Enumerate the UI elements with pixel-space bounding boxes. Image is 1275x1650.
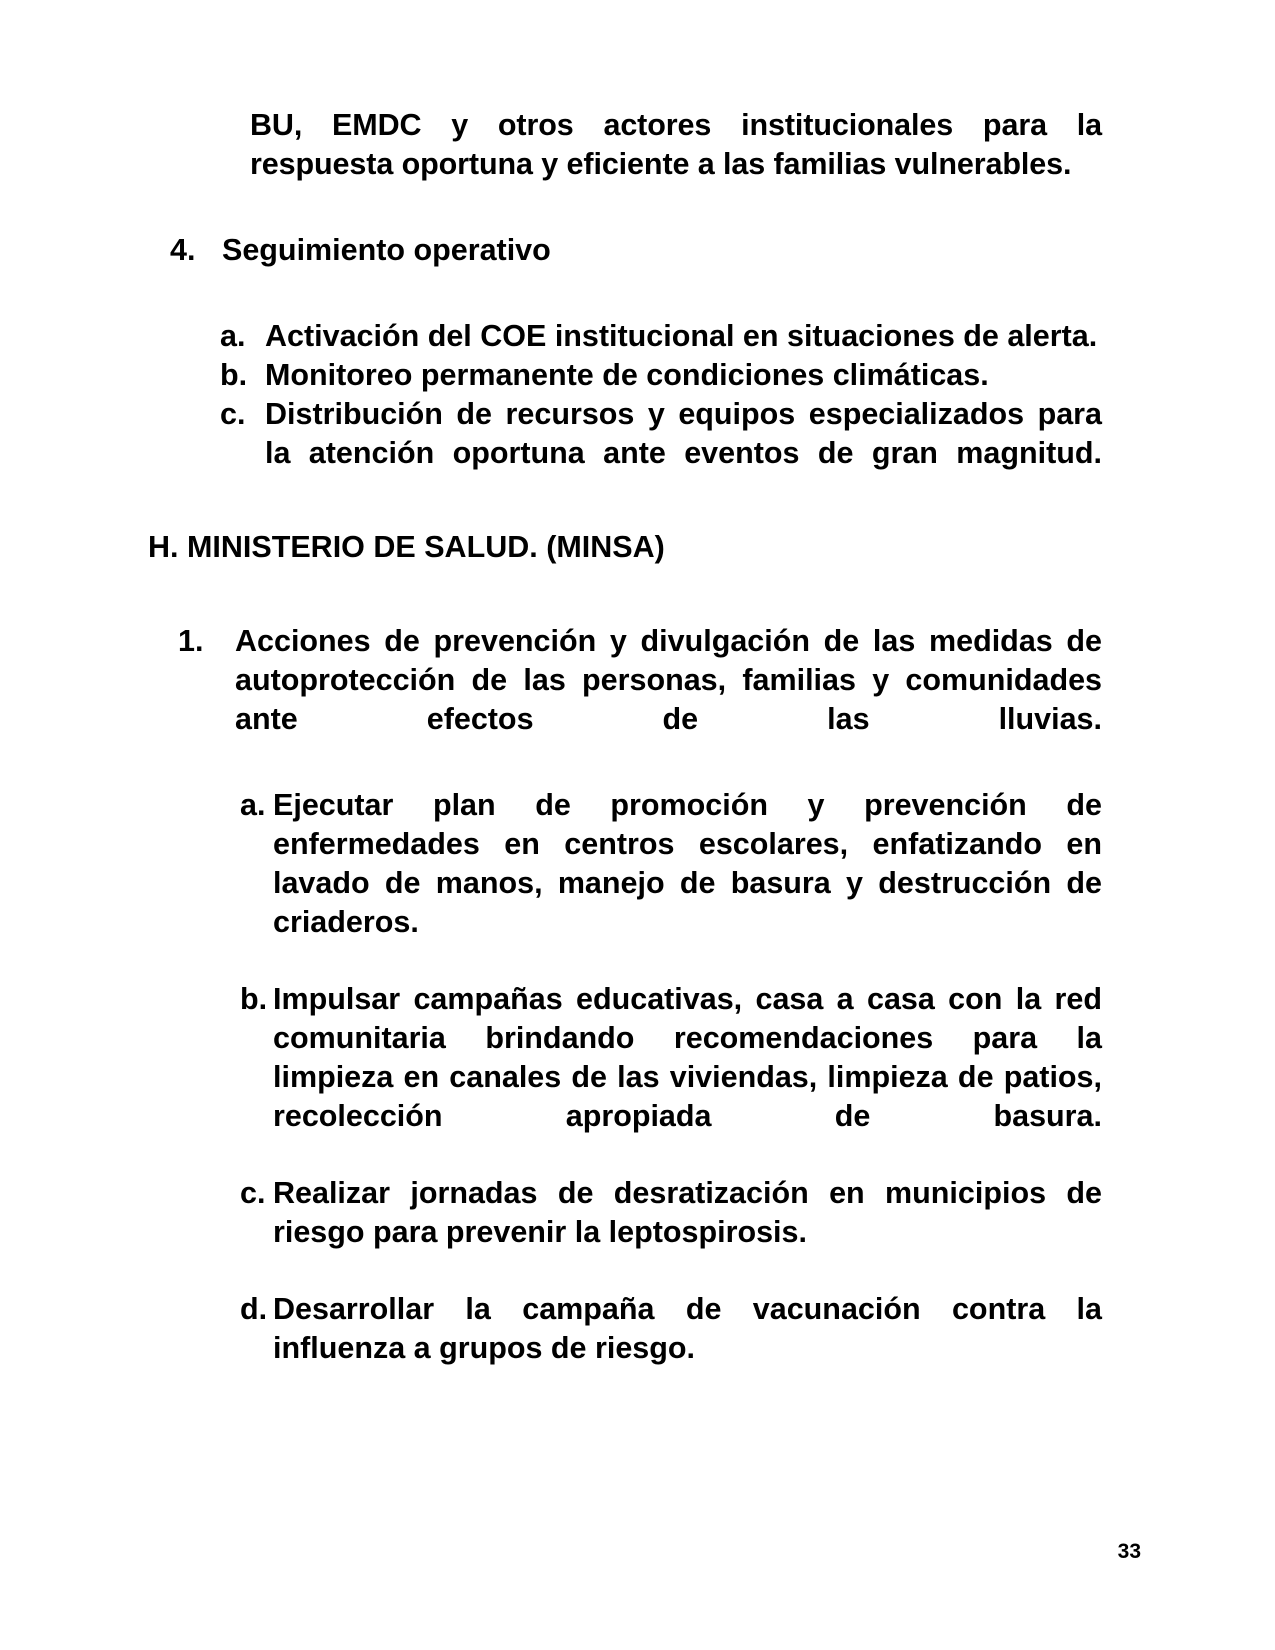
list-item-minsa-d <box>240 1290 1102 1368</box>
list-item-text: Distribución de recursos y equipos especializados para la atención oportuna ante eventos de gran magnitud. <box>265 397 1102 470</box>
list-marker: c. <box>220 397 246 431</box>
spacer <box>148 473 1102 528</box>
spacer <box>148 567 1102 622</box>
list-marker: a. <box>220 319 246 353</box>
list-marker: b. <box>240 982 268 1016</box>
section-heading-minsa: H. MINISTERIO DE SALUD. (MINSA) <box>148 530 665 564</box>
list-marker: d. <box>240 1292 268 1326</box>
list-marker: c. <box>240 1176 266 1210</box>
paragraph-text: BU, EMDC y otros actores institucionales para la respuesta oportuna y eficiente a las familias vulnerables. <box>250 108 1102 181</box>
list-item-4 <box>170 231 1102 270</box>
list-item-text: Realizar jornadas de desratización en municipios de riesgo para prevenir la leptospirosis. <box>273 1176 1102 1249</box>
list-marker: 4. <box>170 233 196 267</box>
list-item-c <box>220 395 1102 473</box>
list-item-text: Monitoreo permanente de condiciones climáticas. <box>265 358 989 392</box>
list-item-minsa-b <box>240 980 1102 1136</box>
list-marker: b. <box>220 358 248 392</box>
document-body <box>148 106 1102 1368</box>
list-item-text: Seguimiento operativo <box>222 233 551 267</box>
list-item-text: Desarrollar la campaña de vacunación contra la influenza a grupos de riesgo. <box>273 1292 1102 1365</box>
list-item-minsa-c <box>240 1174 1102 1252</box>
list-item-text: Acciones de prevención y divulgación de las medidas de autoprotección de las personas, familias y comunidades ante efectos de las lluvias. <box>235 624 1102 736</box>
spacer <box>148 1136 1102 1174</box>
spacer <box>148 1252 1102 1290</box>
list-item-text: Activación del COE institucional en situaciones de alerta. <box>265 319 1098 353</box>
list-marker: 1. <box>178 624 204 658</box>
list-item-text: Ejecutar plan de promoción y prevención de enfermedades en centros escolares, enfatizando en lavado de manos, manejo de basura y destrucción de criaderos. <box>273 788 1102 939</box>
list-marker: a. <box>240 788 266 822</box>
page-number: 33 <box>1117 1540 1141 1563</box>
continuation-paragraph <box>250 106 1102 184</box>
spacer <box>148 739 1102 786</box>
list-item-text: Impulsar campañas educativas, casa a casa con la red comunitaria brindando recomendaciones para la limpieza en canales de las viviendas, limpieza de patios, recolección apropiada de basura. <box>273 982 1102 1133</box>
spacer <box>148 184 1102 231</box>
list-item-a <box>220 317 1102 356</box>
list-item-b <box>220 356 1102 395</box>
list-item-1 <box>178 622 1102 739</box>
spacer <box>148 942 1102 980</box>
spacer <box>148 270 1102 317</box>
list-item-minsa-a <box>240 786 1102 942</box>
